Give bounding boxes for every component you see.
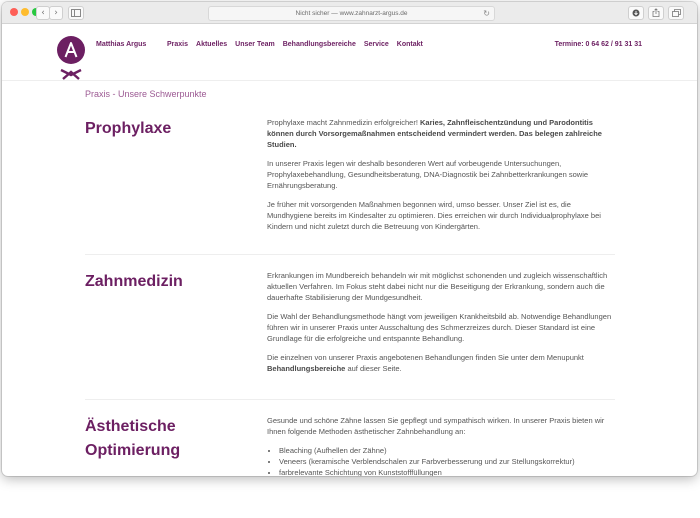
section-divider [85, 254, 615, 255]
paragraph-tail: auf dieser Seite. [345, 364, 402, 373]
nav-item-aktuelles[interactable]: Aktuelles [196, 41, 228, 48]
tabs-overview-icon[interactable] [668, 6, 684, 20]
behandlungsbereiche-link[interactable]: Behandlungsbereiche [267, 364, 346, 373]
paragraph-lead: Prophylaxe macht Zahnmedizin erfolgreicher! [267, 118, 420, 127]
nav-item-praxis[interactable]: Praxis [167, 41, 189, 48]
browser-toolbar [2, 2, 697, 24]
main-navigation [167, 41, 423, 48]
forward-button[interactable]: › [49, 6, 63, 20]
nav-item-behandlungsbereiche[interactable]: Behandlungsbereiche [282, 41, 356, 48]
argus-logo-icon[interactable] [56, 35, 86, 81]
paragraph: Gesunde und schöne Zähne lassen Sie gepflegt und sympathisch wirken. In unserer Praxis bieten wir Ihnen folgende Methoden ästhetischer Zahnbehandlung an: [267, 416, 605, 436]
address-bar[interactable] [208, 6, 495, 21]
list-item: • Bleaching (Aufhellen der Zähne) [279, 445, 612, 456]
share-icon[interactable] [648, 6, 664, 20]
page-heading: Praxis - Unsere Schwerpunkte [85, 89, 207, 99]
close-window-button[interactable] [10, 8, 18, 16]
reload-icon[interactable]: ↻ [483, 9, 490, 18]
section-body [267, 117, 612, 240]
nav-item-service[interactable]: Service [363, 41, 389, 48]
list-item: • farbrelevante Schichtung von Kunststofffüllungen [279, 467, 612, 476]
paragraph [267, 117, 612, 150]
paragraph: Erkrankungen im Mundbereich behandeln wir mit möglichst schonenden und zugleich wissenschaftlich aktuellen Verfahren. Im Fokus steht dabei nicht nur die Beseitigung der Erkrankung, sondern auch die dauerhafte Stabilisierung der Mundgesundheit. [267, 271, 608, 302]
section-title: Ästhetische Optimierung [85, 418, 181, 459]
list-item: • Veneers (keramische Verblendschalen zur Farbverbesserung und zur Stellungskorrektur) [279, 456, 612, 467]
nav-item-kontakt[interactable]: Kontakt [396, 41, 423, 48]
section-divider [85, 399, 615, 400]
section-title: Prophylaxe [85, 120, 172, 137]
paragraph: Die Wahl der Behandlungsmethode hängt vom jeweiligen Krankheitsbild ab. Notwendige Behandlungen führen wir in unserer Praxis unter Ausschaltung des Schmerzreizes durch. Dieser Standard ist eine Grundlage für die erfolgreiche und entspannte Behandlung. [267, 312, 612, 343]
brand-name[interactable]: Matthias Argus [96, 41, 147, 48]
section-body [267, 415, 612, 476]
downloads-icon[interactable] [628, 6, 644, 20]
section-title: Zahnmedizin [85, 273, 183, 290]
address-text: Nicht sicher — www.zahnarzt-argus.de [295, 10, 408, 17]
site-header [2, 24, 697, 81]
paragraph: Je früher mit vorsorgenden Maßnahmen begonnen wird, umso besser. Unser Ziel ist es, die Mundhygiene bereits im Kindesalter zu optimieren. Dies erreichen wir durch Individualprophylaxe bei Kindern und nicht zuletzt durch die Betreuung von Kindergärten. [267, 200, 601, 231]
back-button[interactable]: ‹ [36, 6, 50, 20]
section-body [267, 270, 612, 382]
sidebar-toggle-icon[interactable] [68, 6, 84, 20]
minimize-window-button[interactable] [21, 8, 29, 16]
appointment-phone[interactable]: Termine: 0 64 62 / 91 31 31 [554, 41, 642, 48]
nav-item-unser-team[interactable]: Unser Team [235, 41, 275, 48]
treatment-list [267, 445, 612, 476]
paragraph-lead: Die einzelnen von unserer Praxis angebotenen Behandlungen finden Sie unter dem Menupunkt [267, 353, 584, 362]
browser-window [2, 2, 697, 476]
paragraph-emphasis: Karies, Zahnfleischentzündung und Parodontitis können durch Vorsorgemaßnahmen entscheidend vermindert werden. Das belegen zahlreiche Studien. [267, 118, 602, 149]
paragraph: In unserer Praxis legen wir deshalb besonderen Wert auf vorbeugende Untersuchungen, Prophylaxebehandlung, Gesundheitsberatung, DNA-Diagnostik bei Zahnbetterkrankungen sowie Ernährungsberatung. [267, 159, 589, 190]
paragraph [267, 352, 612, 374]
